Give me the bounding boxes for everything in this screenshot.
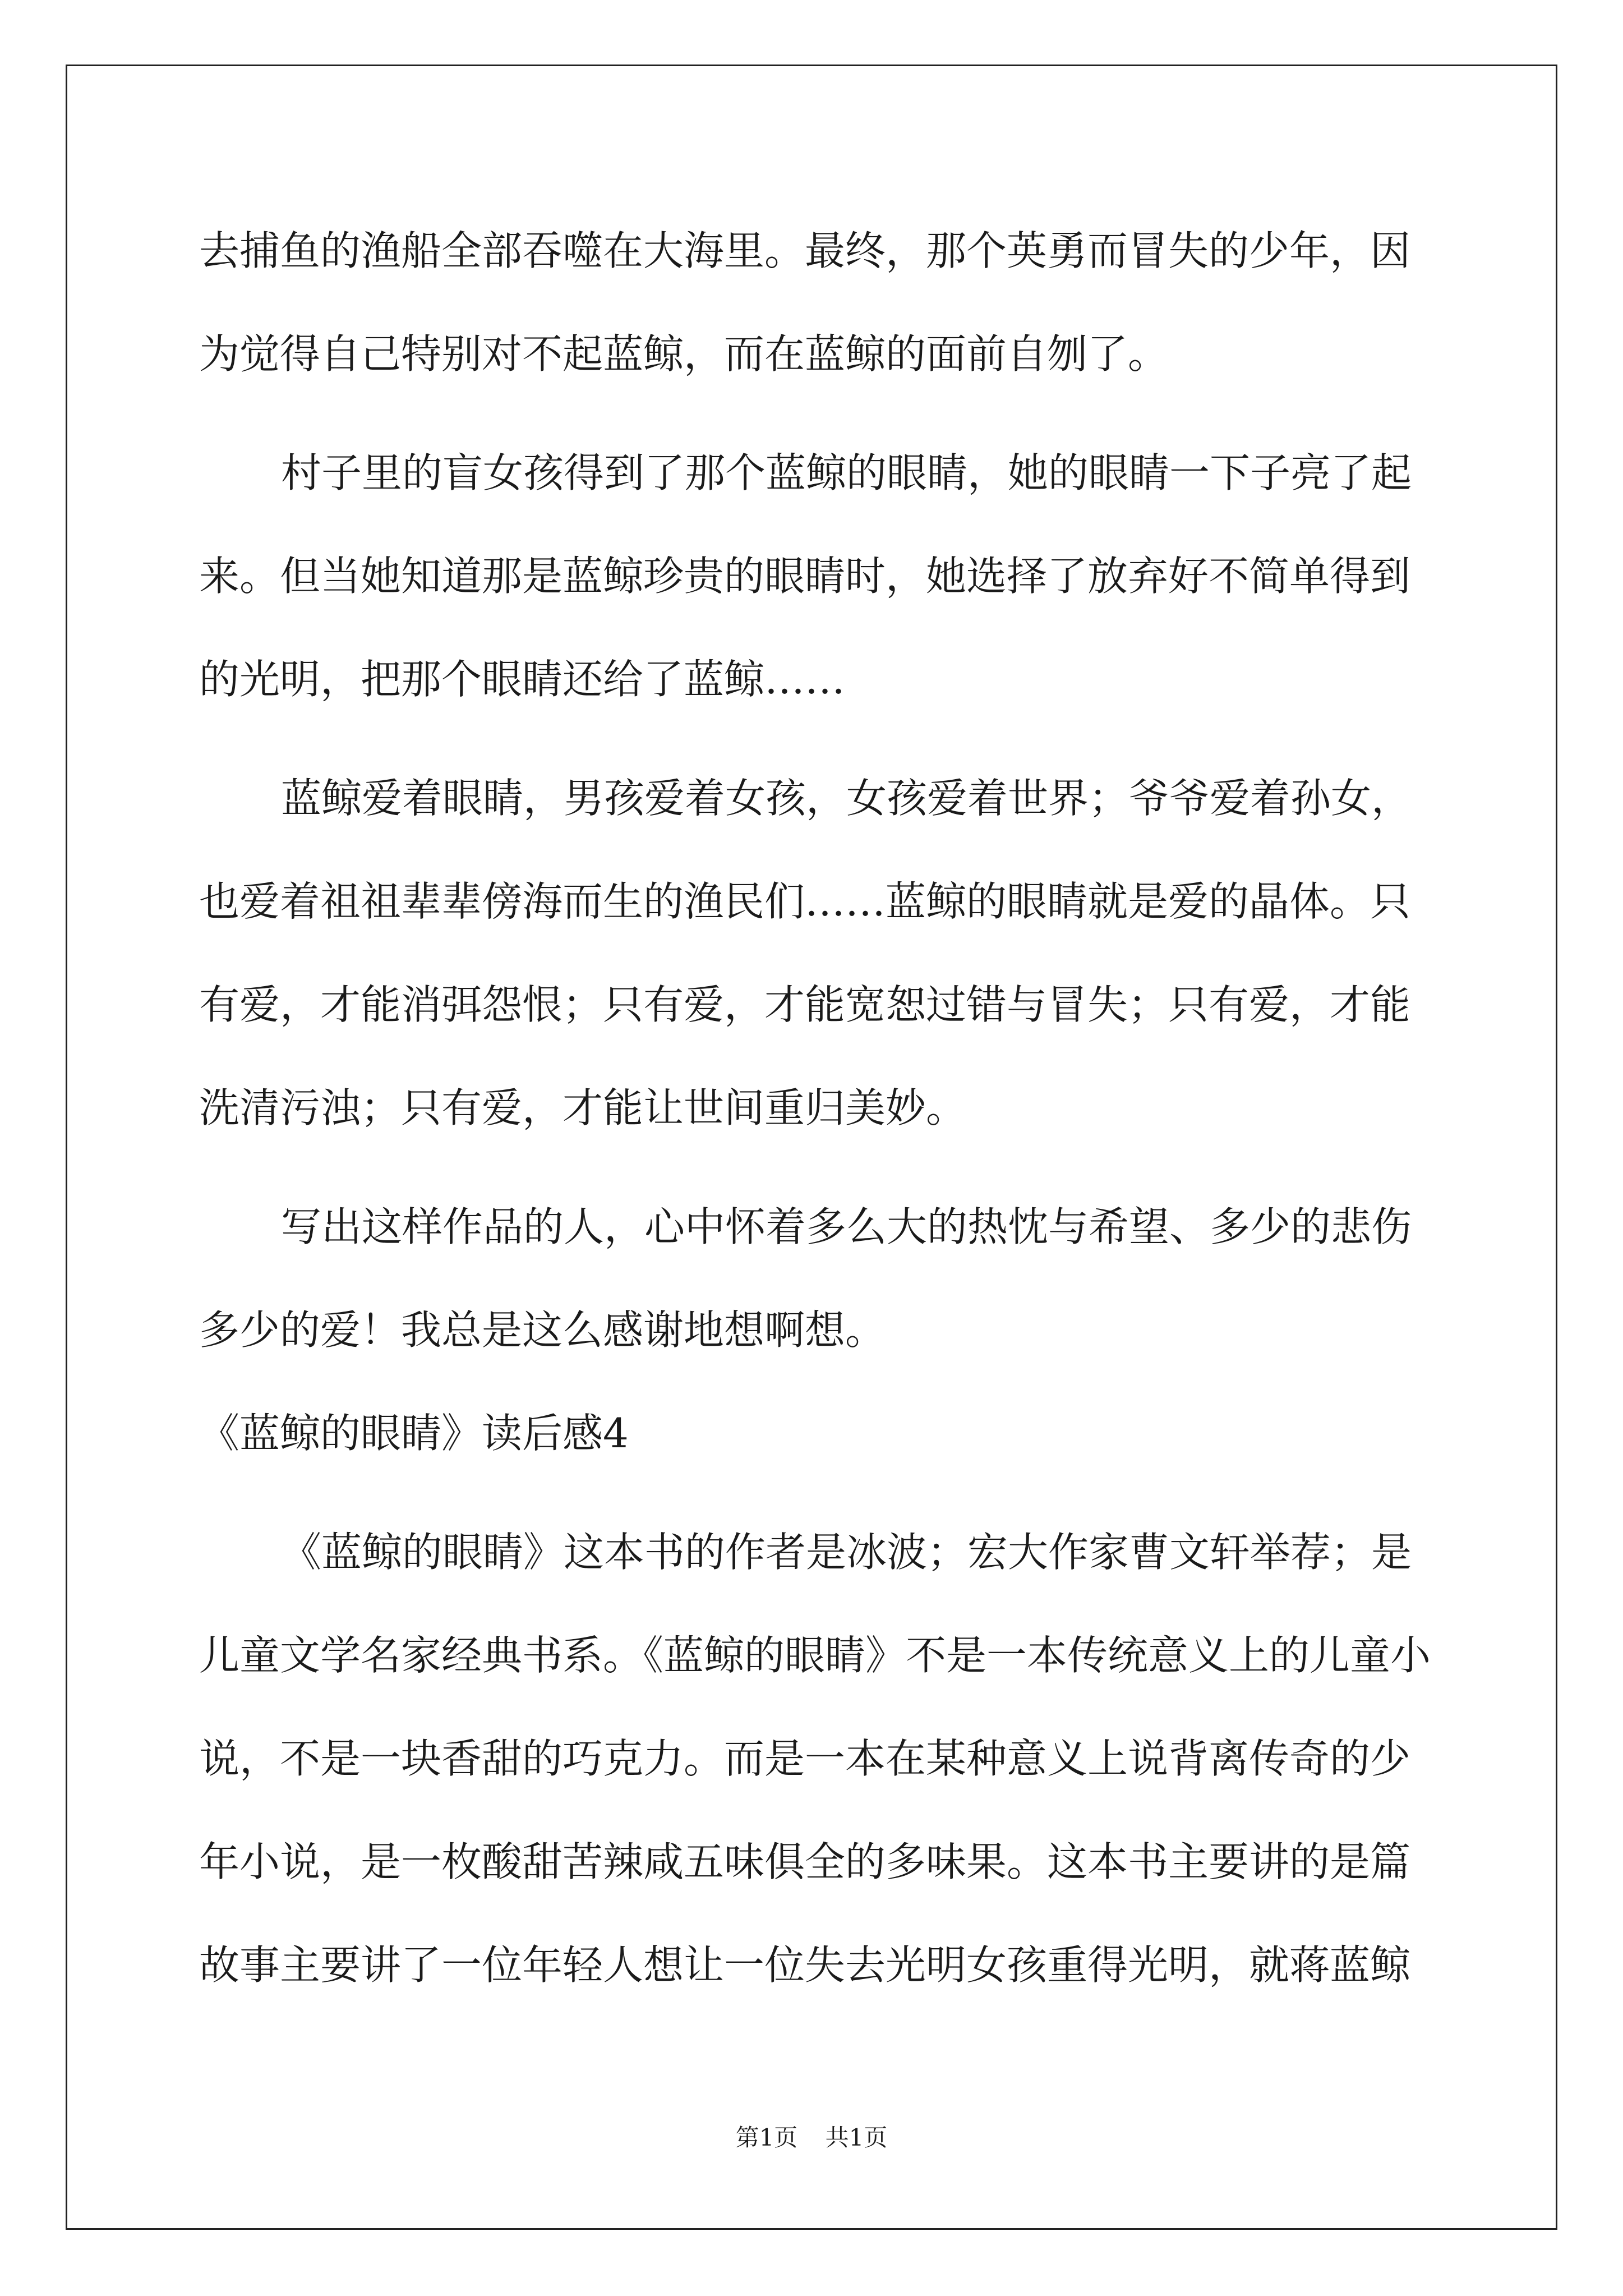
text-line: 故事主要讲了一位年轻人想让一位失去光明女孩重得光明，就蒋蓝鲸 [199,1941,1411,1989]
text-line: 也爱着祖祖辈辈傍海而生的渔民们……蓝鲸的眼睛就是爱的晶体。只 [199,878,1411,925]
text-line: 去捕鱼的渔船全部吞噬在大海里。最终，那个英勇而冒失的少年，因 [199,227,1411,274]
text-line: 说，不是一块香甜的巧克力。而是一本在某种意义上说背离传奇的少 [199,1735,1411,1782]
text-line: 村子里的盲女孩得到了那个蓝鲸的眼睛，她的眼睛一下子亮了起 [281,449,1412,496]
text-line: 有爱，才能消弭怨恨；只有爱，才能宽恕过错与冒失；只有爱，才能 [199,981,1411,1028]
text-line: 多少的爱！我总是这么感谢地想啊想。 [199,1306,886,1354]
text-line: 儿童文学名家经典书系。《蓝鲸的眼睛》不是一本传统意义上的儿童小 [199,1632,1431,1679]
text-line: 的光明，把那个眼睛还给了蓝鲸…… [199,656,846,703]
page-number: 第1页 [735,2124,798,2151]
text-line: 蓝鲸爱着眼睛，男孩爱着女孩，女孩爱着世界；爷爷爱着孙女， [281,775,1412,822]
text-line: 写出这样作品的人，心中怀着多么大的热忱与希望、多少的悲伤 [281,1203,1412,1250]
text-line: 年小说，是一枚酸甜苦辣咸五味俱全的多味果。这本书主要讲的是篇 [199,1838,1411,1885]
section-heading: 《蓝鲸的眼睛》读后感4 [199,1410,629,1457]
text-line: 洗清污浊；只有爱，才能让世间重归美妙。 [199,1084,967,1131]
page-footer [0,2119,1623,2153]
text-line: 为觉得自己特别对不起蓝鲸，而在蓝鲸的面前自刎了。 [199,330,1169,378]
text-line: 来。但当她知道那是蓝鲸珍贵的眼睛时，她选择了放弃好不简单得到 [199,553,1411,600]
text-line: 《蓝鲸的眼睛》这本书的作者是冰波；宏大作家曹文轩举荐；是 [281,1529,1412,1576]
page-total: 共1页 [825,2124,888,2151]
document-body [199,199,1433,2017]
